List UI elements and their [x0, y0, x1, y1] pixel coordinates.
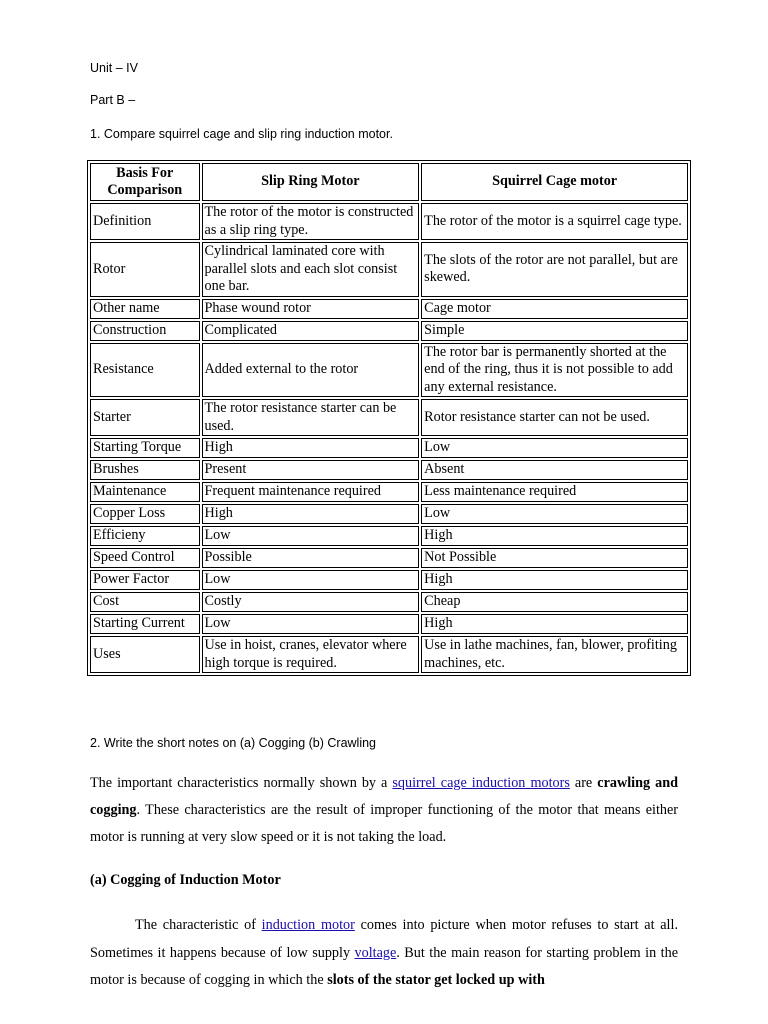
cell-squirrel-cage: The rotor of the motor is a squirrel cage type. — [421, 203, 688, 240]
cell-slip-ring: Low — [202, 570, 420, 590]
header-basis: Basis For Comparison — [90, 163, 200, 201]
intro-text-1: The important characteristics normally shown by a — [90, 775, 393, 791]
cell-slip-ring: Added external to the rotor — [202, 343, 420, 398]
cell-slip-ring: Present — [202, 460, 420, 480]
cell-basis: Copper Loss — [90, 504, 200, 524]
question-2: 2. Write the short notes on (a) Cogging (b) Crawling — [90, 736, 377, 750]
cell-basis: Uses — [90, 636, 200, 673]
cell-squirrel-cage: Low — [421, 504, 688, 524]
intro-bold: crawling and cogging — [90, 775, 678, 818]
cell-slip-ring: High — [202, 438, 420, 458]
cogging-heading: (a) Cogging of Induction Motor — [90, 872, 281, 888]
cell-squirrel-cage: Use in lathe machines, fan, blower, profiting machines, etc. — [421, 636, 688, 673]
cell-basis: Speed Control — [90, 548, 200, 568]
voltage-link[interactable]: voltage — [354, 944, 397, 961]
cell-slip-ring: Cylindrical laminated core with parallel slots and each slot consist one bar. — [202, 242, 420, 297]
cell-squirrel-cage: Rotor resistance starter can not be used. — [421, 399, 688, 436]
intro-paragraph — [90, 770, 678, 851]
cell-squirrel-cage: Simple — [421, 321, 688, 341]
cell-basis: Construction — [90, 321, 200, 341]
comparison-table-wrapper — [87, 160, 691, 676]
cell-basis: Definition — [90, 203, 200, 240]
header-slip-ring: Slip Ring Motor — [202, 163, 420, 201]
cell-squirrel-cage: High — [421, 570, 688, 590]
cell-slip-ring: Frequent maintenance required — [202, 482, 420, 502]
table-row — [90, 343, 688, 398]
cogging-paragraph — [90, 912, 678, 995]
cell-basis: Efficieny — [90, 526, 200, 546]
table-row — [90, 548, 688, 568]
table-row — [90, 399, 688, 436]
cell-basis: Starter — [90, 399, 200, 436]
table-row — [90, 299, 688, 319]
cogging-text-1: The characteristic of — [135, 917, 262, 933]
table-row — [90, 636, 688, 673]
cell-basis: Starting Torque — [90, 438, 200, 458]
cell-squirrel-cage: Cage motor — [421, 299, 688, 319]
cell-squirrel-cage: Low — [421, 438, 688, 458]
squirrel-cage-link[interactable]: squirrel cage induction motors — [392, 775, 570, 791]
table-row — [90, 242, 688, 297]
cell-basis: Other name — [90, 299, 200, 319]
table-row — [90, 504, 688, 524]
question-1: 1. Compare squirrel cage and slip ring induction motor. — [90, 127, 393, 141]
cell-slip-ring: Phase wound rotor — [202, 299, 420, 319]
table-row — [90, 482, 688, 502]
intro-text-2: are — [569, 775, 598, 791]
cell-squirrel-cage: The rotor bar is permanently shorted at the end of the ring, thus it is not possible to add any external resistance. — [421, 343, 688, 398]
table-body — [90, 203, 688, 673]
cell-squirrel-cage: Less maintenance required — [421, 482, 688, 502]
cell-basis: Rotor — [90, 242, 200, 297]
cell-slip-ring: Low — [202, 526, 420, 546]
cell-basis: Starting Current — [90, 614, 200, 634]
cell-squirrel-cage: Not Possible — [421, 548, 688, 568]
unit-label: Unit – IV — [90, 61, 138, 75]
cell-squirrel-cage: Absent — [421, 460, 688, 480]
cell-squirrel-cage: High — [421, 526, 688, 546]
cell-slip-ring: Complicated — [202, 321, 420, 341]
cell-slip-ring: Use in hoist, cranes, elevator where high torque is required. — [202, 636, 420, 673]
cogging-bold: slots of the stator get locked up with — [327, 972, 545, 988]
comparison-table — [87, 160, 691, 676]
table-row — [90, 570, 688, 590]
table-row — [90, 614, 688, 634]
cell-squirrel-cage: Cheap — [421, 592, 688, 612]
cell-basis: Cost — [90, 592, 200, 612]
table-row — [90, 203, 688, 240]
header-squirrel-cage: Squirrel Cage motor — [421, 163, 688, 201]
table-row — [90, 526, 688, 546]
cell-basis: Brushes — [90, 460, 200, 480]
cogging-text-2: comes into picture when motor refuses to start at all. Sometimes it happens because of low supply — [90, 917, 678, 961]
intro-text-3: . These characteristics are the result of improper functioning of the motor that means either motor is running at very slow speed or it is not taking the load. — [90, 802, 678, 845]
cell-slip-ring: Possible — [202, 548, 420, 568]
cell-basis: Power Factor — [90, 570, 200, 590]
cell-slip-ring: The rotor of the motor is constructed as a slip ring type. — [202, 203, 420, 240]
cell-squirrel-cage: The slots of the rotor are not parallel, but are skewed. — [421, 242, 688, 297]
table-row — [90, 321, 688, 341]
table-header-row — [90, 163, 688, 201]
cell-squirrel-cage: High — [421, 614, 688, 634]
cell-slip-ring: High — [202, 504, 420, 524]
table-row — [90, 460, 688, 480]
cell-basis: Resistance — [90, 343, 200, 398]
cell-slip-ring: Costly — [202, 592, 420, 612]
induction-motor-link[interactable]: induction motor — [261, 917, 355, 933]
table-row — [90, 592, 688, 612]
cell-slip-ring: Low — [202, 614, 420, 634]
cogging-text-3: . But the main reason for starting problem in the motor is because of cogging in which the — [90, 944, 679, 988]
cell-slip-ring: The rotor resistance starter can be used. — [202, 399, 420, 436]
cell-basis: Maintenance — [90, 482, 200, 502]
table-row — [90, 438, 688, 458]
part-label: Part B – — [90, 93, 136, 107]
